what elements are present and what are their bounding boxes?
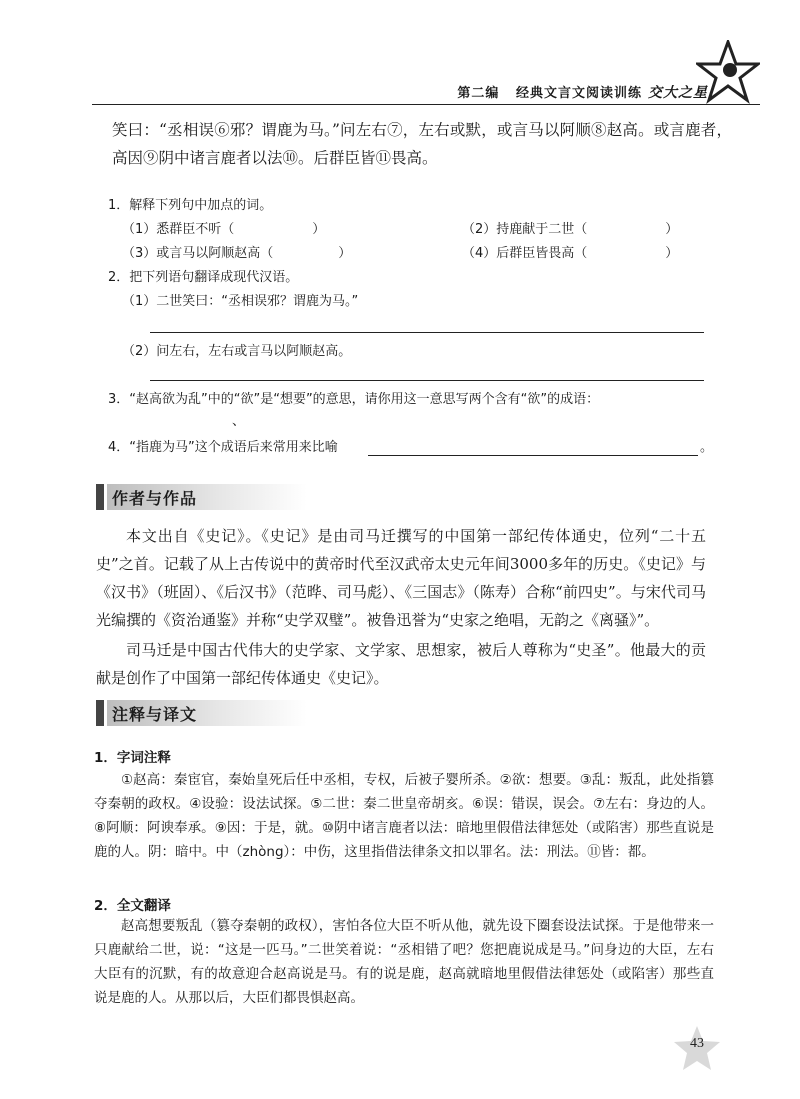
q1-item-1: （1）悉群臣不听（ ）	[122, 222, 326, 237]
subheading-translation: 2．全文翻译	[94, 898, 171, 914]
section-header-notes	[96, 700, 756, 726]
translation-text: 赵高想要叛乱（篡夺秦朝的政权），害怕各位大臣不听从他，就先设下圈套设法试探。于是他带来一只鹿献给二世，说：“这是一匹马。”二世笑着说：“丞相错了吧？您把鹿说成是马。”问身边的大臣，左右大臣有的沉默，有的故意迎合赵高说是马。有的说是鹿，赵高就暗地里假借法律惩处（或陷害）那些直说是鹿的人。从那以后，大臣们都畏惧赵高。	[94, 918, 714, 1006]
header-brand: 交大之星	[648, 85, 708, 101]
section-title: 注释与译文	[112, 705, 198, 724]
header-section: 第二编	[457, 86, 500, 101]
section-bar	[96, 700, 104, 726]
q4-stem: 4．“指鹿为马”这个成语后来常用来比喻	[108, 440, 338, 455]
q1-item-3: （3）或言马以阿顺赵高（ ）	[122, 246, 352, 261]
q4-end: 。	[700, 440, 714, 455]
answer-line[interactable]	[150, 332, 704, 333]
author-paragraph: 司马迁是中国古代伟大的史学家、文学家、思想家，被后人尊称为“史圣”。他最大的贡献是创作了中国第一部纪传体通史《史记》。	[96, 641, 706, 687]
page-number-badge	[672, 1024, 722, 1072]
passage-text: 笑曰：“丞相误⑥邪？谓鹿为马。”问左右⑦，左右或默，或言马以阿顺⑧赵高。或言鹿者，高因⑨阴中诸言鹿者以法⑩。后群臣皆⑪畏高。	[112, 121, 732, 167]
header-rule	[92, 104, 760, 105]
author-paragraph: 本文出自《史记》。《史记》是由司马迁撰写的中国第一部纪传体通史，位列“二十五史”之首。记载了从上古传说中的黄帝时代至汉武帝太史元年间3000多年的历史。《史记》与《汉书》（班固）、《后汉书》（范晔、司马彪）、《三国志》（陈寿）合称“前四史”。与宋代司马光编撰的《资治通鉴》并称“史学双璧”。被鲁迅誉为“史家之绝唱，无韵之《离骚》”。	[96, 527, 706, 629]
header-title: 经典文言文阅读训练	[515, 86, 642, 101]
q2-item-1: （1）二世笑曰：“丞相误邪？谓鹿为马。”	[122, 294, 359, 309]
section-bar	[96, 484, 104, 510]
notes-text: ①赵高：秦宦官，秦始皇死后任中丞相，专权，后被子婴所杀。②欲：想要。③乱：叛乱，此处指篡夺秦朝的政权。④设验：设法试探。⑤二世：秦二世皇帝胡亥。⑥误：错误，误会。⑦左右：身边的人。⑧阿顺：阿谀奉承。⑨因：于是，就。⑩阴中诸言鹿者以法：暗地里假借法律惩处（或陷害）那些直说是鹿的人。阴：暗中。中（zhòng）：中伤，这里指借法律条文扣以罪名。法：刑法。⑪皆：都。	[94, 772, 714, 860]
q3-stem: 3．“赵高欲为乱”中的“欲”是“想要”的意思，请你用这一意思写两个含有“欲”的成语：	[108, 392, 600, 407]
q3-blank-separator: 、	[232, 414, 246, 429]
q2-stem: 2．把下列语句翻译成现代汉语。	[108, 270, 299, 285]
running-header	[457, 82, 708, 102]
q1-stem: 1．解释下列句中加点的词。	[108, 198, 273, 213]
answer-line[interactable]	[368, 455, 698, 456]
answer-line[interactable]	[150, 380, 704, 381]
q1-item-2: （2）持鹿献于二世（ ）	[462, 222, 679, 237]
q1-item-4: （4）后群臣皆畏高（ ）	[462, 246, 679, 261]
section-header-author	[96, 484, 756, 510]
subheading-glossary: 1．字词注释	[94, 750, 171, 766]
section-title: 作者与作品	[112, 489, 198, 508]
page-number: 43	[690, 1036, 704, 1051]
q2-item-2: （2）问左右，左右或言马以阿顺赵高。	[122, 344, 352, 359]
